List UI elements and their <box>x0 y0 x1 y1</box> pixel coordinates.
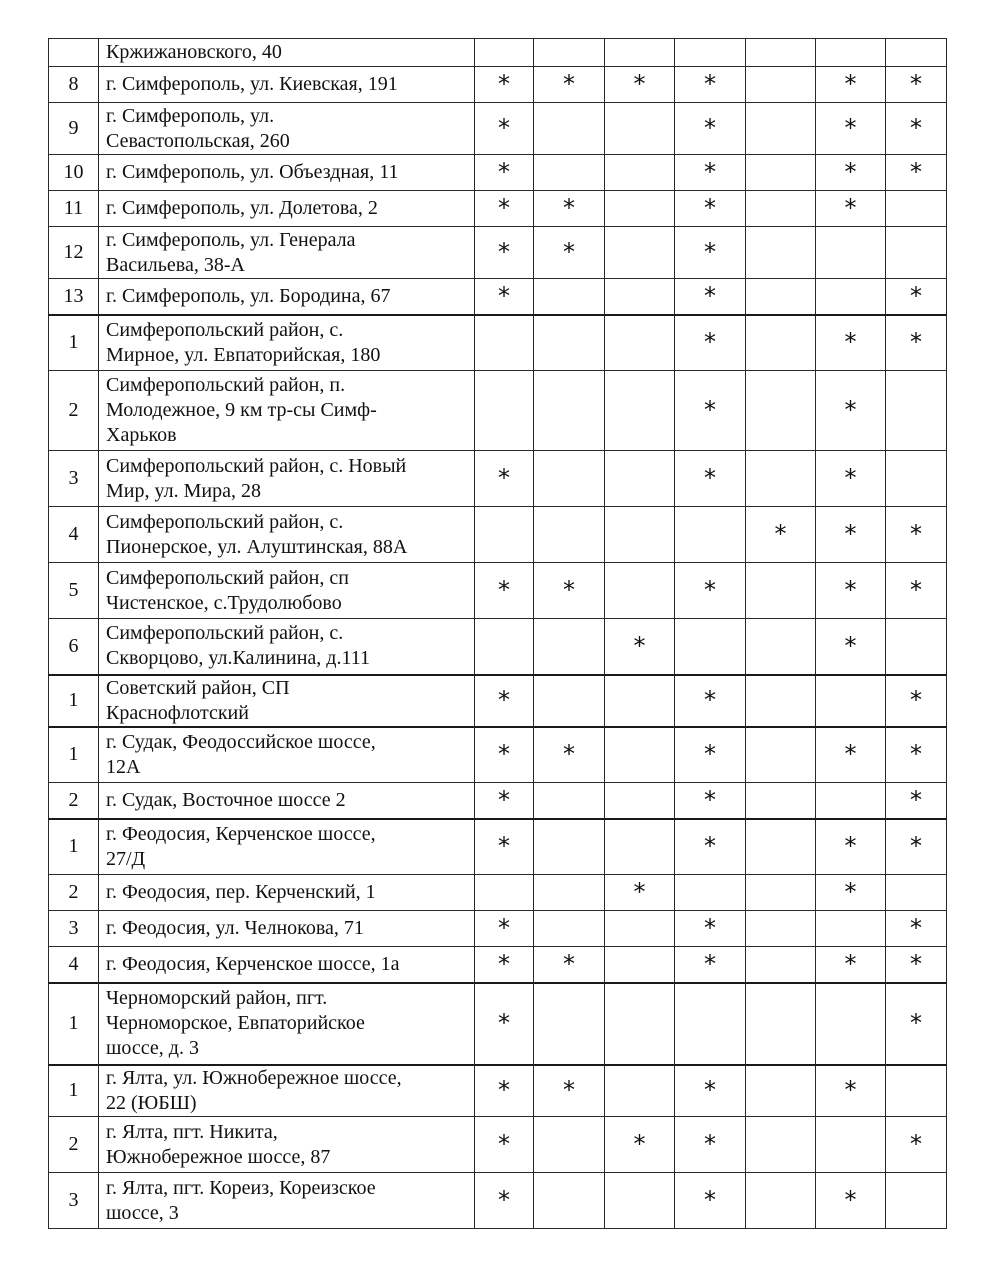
mark-cell-col-4: * <box>675 819 746 875</box>
mark-cell-col-5 <box>746 819 816 875</box>
mark-cell-col-6 <box>816 279 886 315</box>
row-address: Симферопольский район, с. Новый Мир, ул. Мира, 28 <box>99 451 475 507</box>
mark-cell-col-4 <box>675 983 746 1065</box>
mark-cell-col-1 <box>475 619 534 675</box>
mark-cell-col-5 <box>746 371 816 451</box>
table-row <box>49 819 947 875</box>
mark-cell-col-4: * <box>675 1173 746 1229</box>
mark-cell-col-5 <box>746 1065 816 1117</box>
mark-cell-col-3: * <box>605 67 675 103</box>
row-address: г. Феодосия, Керченское шоссе, 1а <box>99 947 475 983</box>
mark-cell-col-4: * <box>675 783 746 819</box>
row-number: 1 <box>49 983 99 1065</box>
mark-cell-col-6: * <box>816 191 886 227</box>
mark-cell-col-6: * <box>816 563 886 619</box>
mark-cell-col-6: * <box>816 103 886 155</box>
table-row <box>49 563 947 619</box>
mark-cell-col-1 <box>475 875 534 911</box>
mark-cell-col-5 <box>746 227 816 279</box>
table-row <box>49 1173 947 1229</box>
mark-cell-col-7 <box>886 227 947 279</box>
mark-cell-col-3 <box>605 1173 675 1229</box>
mark-cell-col-6: * <box>816 1065 886 1117</box>
row-number: 3 <box>49 1173 99 1229</box>
mark-cell-col-2 <box>534 875 605 911</box>
mark-cell-col-5 <box>746 947 816 983</box>
mark-cell-col-6: * <box>816 727 886 783</box>
row-address: г. Феодосия, ул. Челнокова, 71 <box>99 911 475 947</box>
mark-cell-col-5: * <box>746 507 816 563</box>
mark-cell-col-2 <box>534 819 605 875</box>
mark-cell-col-6: * <box>816 947 886 983</box>
mark-cell-col-1: * <box>475 983 534 1065</box>
mark-cell-col-1: * <box>475 103 534 155</box>
mark-cell-col-5 <box>746 727 816 783</box>
mark-cell-col-6: * <box>816 875 886 911</box>
mark-cell-col-4: * <box>675 911 746 947</box>
mark-cell-col-7: * <box>886 911 947 947</box>
mark-cell-col-3 <box>605 227 675 279</box>
row-number: 1 <box>49 1065 99 1117</box>
mark-cell-col-7: * <box>886 819 947 875</box>
mark-cell-col-5 <box>746 67 816 103</box>
mark-cell-col-2: * <box>534 191 605 227</box>
mark-cell-col-5 <box>746 39 816 67</box>
mark-cell-col-7: * <box>886 727 947 783</box>
row-address: Симферопольский район, с. Скворцово, ул.Калинина, д.111 <box>99 619 475 675</box>
row-address: г. Симферополь, ул. Генерала Васильева, 38-А <box>99 227 475 279</box>
mark-cell-col-3 <box>605 39 675 67</box>
row-number: 6 <box>49 619 99 675</box>
mark-cell-col-3 <box>605 371 675 451</box>
mark-cell-col-4: * <box>675 727 746 783</box>
mark-cell-col-7: * <box>886 507 947 563</box>
mark-cell-col-2 <box>534 103 605 155</box>
mark-cell-col-1: * <box>475 279 534 315</box>
mark-cell-col-1 <box>475 371 534 451</box>
mark-cell-col-6: * <box>816 619 886 675</box>
mark-cell-col-6: * <box>816 819 886 875</box>
mark-cell-col-2 <box>534 1173 605 1229</box>
mark-cell-col-1: * <box>475 727 534 783</box>
mark-cell-col-4: * <box>675 1065 746 1117</box>
table-row <box>49 371 947 451</box>
mark-cell-col-1: * <box>475 947 534 983</box>
mark-cell-col-7: * <box>886 783 947 819</box>
table-row <box>49 191 947 227</box>
row-number: 13 <box>49 279 99 315</box>
mark-cell-col-6 <box>816 783 886 819</box>
mark-cell-col-5 <box>746 155 816 191</box>
mark-cell-col-4: * <box>675 279 746 315</box>
mark-cell-col-4: * <box>675 947 746 983</box>
table-row <box>49 947 947 983</box>
mark-cell-col-4: * <box>675 315 746 371</box>
row-number: 1 <box>49 675 99 727</box>
row-address: Симферопольский район, с. Пионерское, ул. Алуштинская, 88А <box>99 507 475 563</box>
row-address: Симферопольский район, с. Мирное, ул. Евпаторийская, 180 <box>99 315 475 371</box>
mark-cell-col-3 <box>605 983 675 1065</box>
row-number: 4 <box>49 947 99 983</box>
mark-cell-col-1: * <box>475 1117 534 1173</box>
mark-cell-col-1: * <box>475 67 534 103</box>
mark-cell-col-2: * <box>534 1065 605 1117</box>
table-row <box>49 675 947 727</box>
mark-cell-col-2: * <box>534 727 605 783</box>
mark-cell-col-6: * <box>816 451 886 507</box>
mark-cell-col-3 <box>605 947 675 983</box>
mark-cell-col-3: * <box>605 875 675 911</box>
mark-cell-col-5 <box>746 983 816 1065</box>
mark-cell-col-2 <box>534 783 605 819</box>
mark-cell-col-7: * <box>886 983 947 1065</box>
mark-cell-col-4: * <box>675 563 746 619</box>
mark-cell-col-5 <box>746 911 816 947</box>
table-row <box>49 155 947 191</box>
mark-cell-col-3 <box>605 191 675 227</box>
mark-cell-col-4 <box>675 875 746 911</box>
row-address: Советский район, СП Краснофлотский <box>99 675 475 727</box>
row-number: 1 <box>49 819 99 875</box>
mark-cell-col-2: * <box>534 947 605 983</box>
mark-cell-col-2 <box>534 507 605 563</box>
mark-cell-col-4: * <box>675 451 746 507</box>
row-number: 3 <box>49 911 99 947</box>
row-address: г. Судак, Феодоссийское шоссе, 12А <box>99 727 475 783</box>
mark-cell-col-1: * <box>475 563 534 619</box>
row-address: г. Ялта, пгт. Кореиз, Кореизское шоссе, 3 <box>99 1173 475 1229</box>
table-row <box>49 39 947 67</box>
mark-cell-col-7 <box>886 191 947 227</box>
mark-cell-col-3 <box>605 315 675 371</box>
table-row <box>49 67 947 103</box>
mark-cell-col-4: * <box>675 675 746 727</box>
row-address: Симферопольский район, сп Чистенское, с.Трудолюбово <box>99 563 475 619</box>
mark-cell-col-5 <box>746 563 816 619</box>
mark-cell-col-3 <box>605 103 675 155</box>
mark-cell-col-5 <box>746 675 816 727</box>
mark-cell-col-7 <box>886 1065 947 1117</box>
mark-cell-col-6: * <box>816 155 886 191</box>
mark-cell-col-3 <box>605 675 675 727</box>
mark-cell-col-3 <box>605 451 675 507</box>
mark-cell-col-7: * <box>886 315 947 371</box>
row-number: 4 <box>49 507 99 563</box>
row-address: Симферопольский район, п. Молодежное, 9 км тр-сы Симф- Харьков <box>99 371 475 451</box>
mark-cell-col-3: * <box>605 619 675 675</box>
mark-cell-col-3 <box>605 727 675 783</box>
row-address: Кржижановского, 40 <box>99 39 475 67</box>
mark-cell-col-6: * <box>816 67 886 103</box>
mark-cell-col-5 <box>746 279 816 315</box>
row-address: г. Феодосия, Керченское шоссе, 27/Д <box>99 819 475 875</box>
mark-cell-col-5 <box>746 315 816 371</box>
mark-cell-col-1: * <box>475 911 534 947</box>
mark-cell-col-6 <box>816 675 886 727</box>
mark-cell-col-1: * <box>475 1065 534 1117</box>
mark-cell-col-2: * <box>534 563 605 619</box>
row-number: 11 <box>49 191 99 227</box>
mark-cell-col-7: * <box>886 947 947 983</box>
row-address: г. Симферополь, ул. Бородина, 67 <box>99 279 475 315</box>
row-number: 2 <box>49 371 99 451</box>
mark-cell-col-1 <box>475 315 534 371</box>
mark-cell-col-3 <box>605 819 675 875</box>
mark-cell-col-3 <box>605 279 675 315</box>
mark-cell-col-6: * <box>816 1173 886 1229</box>
mark-cell-col-7: * <box>886 103 947 155</box>
mark-cell-col-7: * <box>886 1117 947 1173</box>
table-row <box>49 783 947 819</box>
mark-cell-col-1: * <box>475 819 534 875</box>
row-address: г. Ялта, ул. Южнобережное шоссе, 22 (ЮБШ) <box>99 1065 475 1117</box>
mark-cell-col-7: * <box>886 563 947 619</box>
mark-cell-col-7 <box>886 619 947 675</box>
mark-cell-col-2 <box>534 983 605 1065</box>
mark-cell-col-1: * <box>475 155 534 191</box>
mark-cell-col-1: * <box>475 191 534 227</box>
row-number: 3 <box>49 451 99 507</box>
mark-cell-col-2 <box>534 911 605 947</box>
mark-cell-col-5 <box>746 191 816 227</box>
mark-cell-col-4: * <box>675 67 746 103</box>
mark-cell-col-4: * <box>675 155 746 191</box>
mark-cell-col-3 <box>605 155 675 191</box>
mark-cell-col-5 <box>746 103 816 155</box>
mark-cell-col-6 <box>816 983 886 1065</box>
mark-cell-col-2 <box>534 675 605 727</box>
table-row <box>49 1117 947 1173</box>
mark-cell-col-7: * <box>886 279 947 315</box>
row-number: 12 <box>49 227 99 279</box>
locations-table <box>48 38 947 1229</box>
mark-cell-col-3 <box>605 1065 675 1117</box>
mark-cell-col-1: * <box>475 451 534 507</box>
mark-cell-col-7: * <box>886 675 947 727</box>
mark-cell-col-2 <box>534 155 605 191</box>
row-number: 1 <box>49 315 99 371</box>
mark-cell-col-5 <box>746 451 816 507</box>
row-address: г. Судак, Восточное шоссе 2 <box>99 783 475 819</box>
mark-cell-col-7: * <box>886 67 947 103</box>
row-number: 5 <box>49 563 99 619</box>
row-number: 1 <box>49 727 99 783</box>
row-address: Черноморский район, пгт. Черноморское, Евпаторийское шоссе, д. 3 <box>99 983 475 1065</box>
row-address: г. Симферополь, ул. Севастопольская, 260 <box>99 103 475 155</box>
mark-cell-col-2 <box>534 451 605 507</box>
row-number: 2 <box>49 783 99 819</box>
mark-cell-col-7 <box>886 1173 947 1229</box>
mark-cell-col-4 <box>675 507 746 563</box>
table-row <box>49 279 947 315</box>
mark-cell-col-5 <box>746 1173 816 1229</box>
mark-cell-col-7 <box>886 451 947 507</box>
mark-cell-col-3 <box>605 783 675 819</box>
mark-cell-col-4: * <box>675 1117 746 1173</box>
row-address: г. Феодосия, пер. Керченский, 1 <box>99 875 475 911</box>
table-body <box>49 39 947 1229</box>
row-number <box>49 39 99 67</box>
mark-cell-col-1 <box>475 507 534 563</box>
table-row <box>49 1065 947 1117</box>
row-number: 10 <box>49 155 99 191</box>
row-number: 2 <box>49 875 99 911</box>
mark-cell-col-4: * <box>675 191 746 227</box>
table-row <box>49 727 947 783</box>
mark-cell-col-2 <box>534 279 605 315</box>
mark-cell-col-4: * <box>675 371 746 451</box>
mark-cell-col-7: * <box>886 155 947 191</box>
mark-cell-col-5 <box>746 783 816 819</box>
mark-cell-col-1: * <box>475 675 534 727</box>
table-row <box>49 507 947 563</box>
mark-cell-col-5 <box>746 875 816 911</box>
mark-cell-col-3 <box>605 911 675 947</box>
mark-cell-col-4 <box>675 39 746 67</box>
table-row <box>49 983 947 1065</box>
row-number: 2 <box>49 1117 99 1173</box>
mark-cell-col-4: * <box>675 227 746 279</box>
row-number: 9 <box>49 103 99 155</box>
row-address: г. Симферополь, ул. Долетова, 2 <box>99 191 475 227</box>
mark-cell-col-3 <box>605 563 675 619</box>
mark-cell-col-6 <box>816 39 886 67</box>
mark-cell-col-6 <box>816 911 886 947</box>
mark-cell-col-1: * <box>475 227 534 279</box>
mark-cell-col-2 <box>534 315 605 371</box>
mark-cell-col-2 <box>534 1117 605 1173</box>
table-row <box>49 911 947 947</box>
row-address: г. Ялта, пгт. Никита, Южнобережное шоссе, 87 <box>99 1117 475 1173</box>
mark-cell-col-6: * <box>816 371 886 451</box>
table-row <box>49 227 947 279</box>
row-address: г. Симферополь, ул. Киевская, 191 <box>99 67 475 103</box>
mark-cell-col-6 <box>816 227 886 279</box>
mark-cell-col-6: * <box>816 507 886 563</box>
mark-cell-col-6 <box>816 1117 886 1173</box>
table-row <box>49 875 947 911</box>
row-address: г. Симферополь, ул. Объездная, 11 <box>99 155 475 191</box>
mark-cell-col-6: * <box>816 315 886 371</box>
mark-cell-col-4 <box>675 619 746 675</box>
mark-cell-col-7 <box>886 875 947 911</box>
mark-cell-col-2 <box>534 371 605 451</box>
mark-cell-col-7 <box>886 371 947 451</box>
table-row <box>49 315 947 371</box>
mark-cell-col-5 <box>746 619 816 675</box>
row-number: 8 <box>49 67 99 103</box>
mark-cell-col-1: * <box>475 783 534 819</box>
mark-cell-col-3: * <box>605 1117 675 1173</box>
mark-cell-col-2 <box>534 39 605 67</box>
table-row <box>49 103 947 155</box>
mark-cell-col-3 <box>605 507 675 563</box>
mark-cell-col-7 <box>886 39 947 67</box>
mark-cell-col-4: * <box>675 103 746 155</box>
table-row <box>49 451 947 507</box>
mark-cell-col-2 <box>534 619 605 675</box>
table-row <box>49 619 947 675</box>
mark-cell-col-5 <box>746 1117 816 1173</box>
mark-cell-col-2: * <box>534 67 605 103</box>
mark-cell-col-2: * <box>534 227 605 279</box>
mark-cell-col-1: * <box>475 1173 534 1229</box>
mark-cell-col-1 <box>475 39 534 67</box>
